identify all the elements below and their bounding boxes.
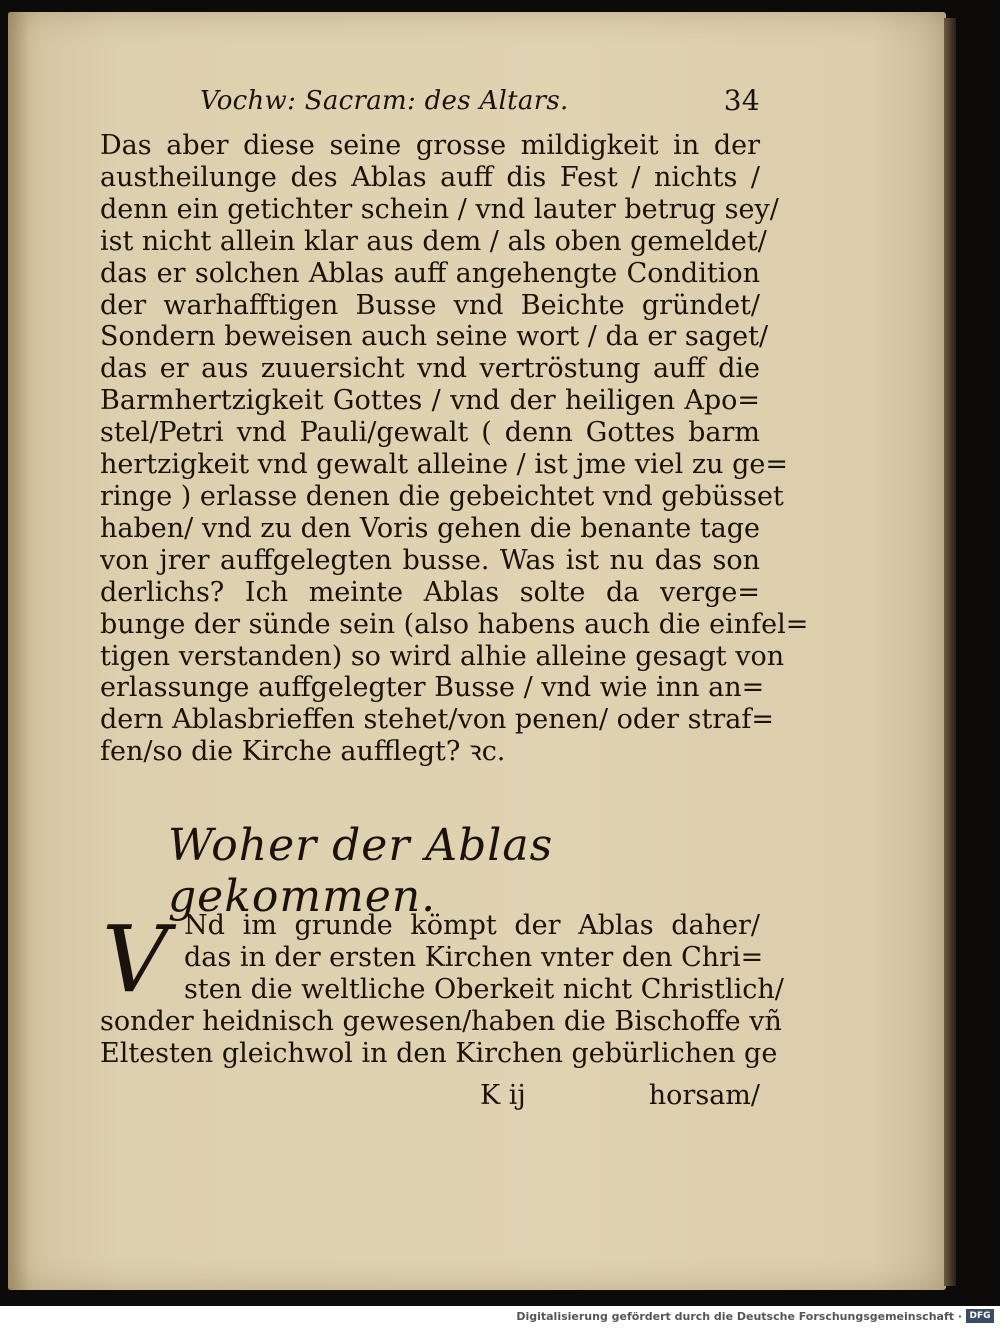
folio-number: 34	[723, 84, 760, 117]
text-line: derlichs? Ich meinte Ablas solte da verge=	[100, 576, 760, 608]
text-line: fen/so die Kirche aufflegt? ꝛc.	[100, 736, 506, 768]
running-title: Vochw: Sacram: des Altars.	[200, 86, 569, 116]
text-line: haben/ vnd zu den Voris gehen die benante tage	[100, 512, 760, 544]
paragraph-2	[100, 906, 784, 1070]
text-line: denn ein getichter schein / vnd lauter betrug sey/	[100, 193, 779, 225]
text-line: bunge der sünde sein (also habens auch die einfel=	[100, 608, 809, 640]
text-line: Eltesten gleichwol in den Kirchen gebürlichen ge	[100, 1038, 778, 1069]
text-line: austheilunge des Ablas auff dis Fest / nichts /	[100, 161, 760, 193]
running-head	[200, 86, 760, 116]
text-line: von jrer auffgelegten busse. Was ist nu das son	[100, 544, 760, 576]
section-heading: Woher der Ablas gekommen.	[168, 820, 554, 922]
text-line: Das aber diese seine grosse mildigkeit in der	[100, 130, 760, 161]
text-line: ringe ) erlasse denen die gebeichtet vnd gebüsset	[100, 480, 784, 512]
dfg-logo: DFG	[966, 1309, 994, 1323]
text-line: erlassunge auffgelegter Busse / vnd wie inn an=	[100, 672, 765, 704]
text-line: Barmhertzigkeit Gottes / vnd der heiligen Apo=	[100, 385, 760, 417]
text-line: hertzigkeit vnd gewalt alleine / ist jme viel zu ge=	[100, 449, 788, 481]
signature-mark: K ij	[480, 1080, 526, 1111]
text-line: das in der ersten Kirchen vnter den Chri=	[184, 942, 764, 973]
text-line: das er aus zuuersicht vnd vertröstung auff die	[100, 353, 760, 385]
text-line: tigen verstanden) so wird alhie alleine gesagt von	[100, 640, 785, 672]
funding-credit: Digitalisierung gefördert durch die Deutsche Forschungsgemeinschaft ·	[516, 1310, 962, 1323]
text-line: das er solchen Ablas auff angehengte Condition	[100, 257, 760, 289]
catchline	[100, 1080, 760, 1114]
text-line: Nd im grunde kömpt der Ablas daher/	[184, 910, 760, 941]
page-gutter-shadow	[8, 12, 30, 1290]
text-line: Sondern beweisen auch seine wort / da er saget/	[100, 321, 769, 353]
text-line: der warhafftigen Busse vnd Beichte gründet/	[100, 289, 760, 321]
paragraph-1	[100, 130, 809, 768]
text-line: sten die weltliche Oberkeit nicht Christlich/	[184, 974, 784, 1005]
text-line: ist nicht allein klar aus dem / als oben gemeldet/	[100, 225, 767, 257]
text-line: dern Ablasbrieffen stehet/von penen/ oder straf=	[100, 704, 774, 736]
text-line: stel/Petri vnd Pauli/gewalt ( denn Gottes barm	[100, 417, 760, 449]
text-line: sonder heidnisch gewesen/haben die Bischoffe vñ	[100, 1006, 782, 1037]
catchword: horsam/	[648, 1080, 760, 1111]
drop-cap-initial: V	[102, 906, 169, 1013]
